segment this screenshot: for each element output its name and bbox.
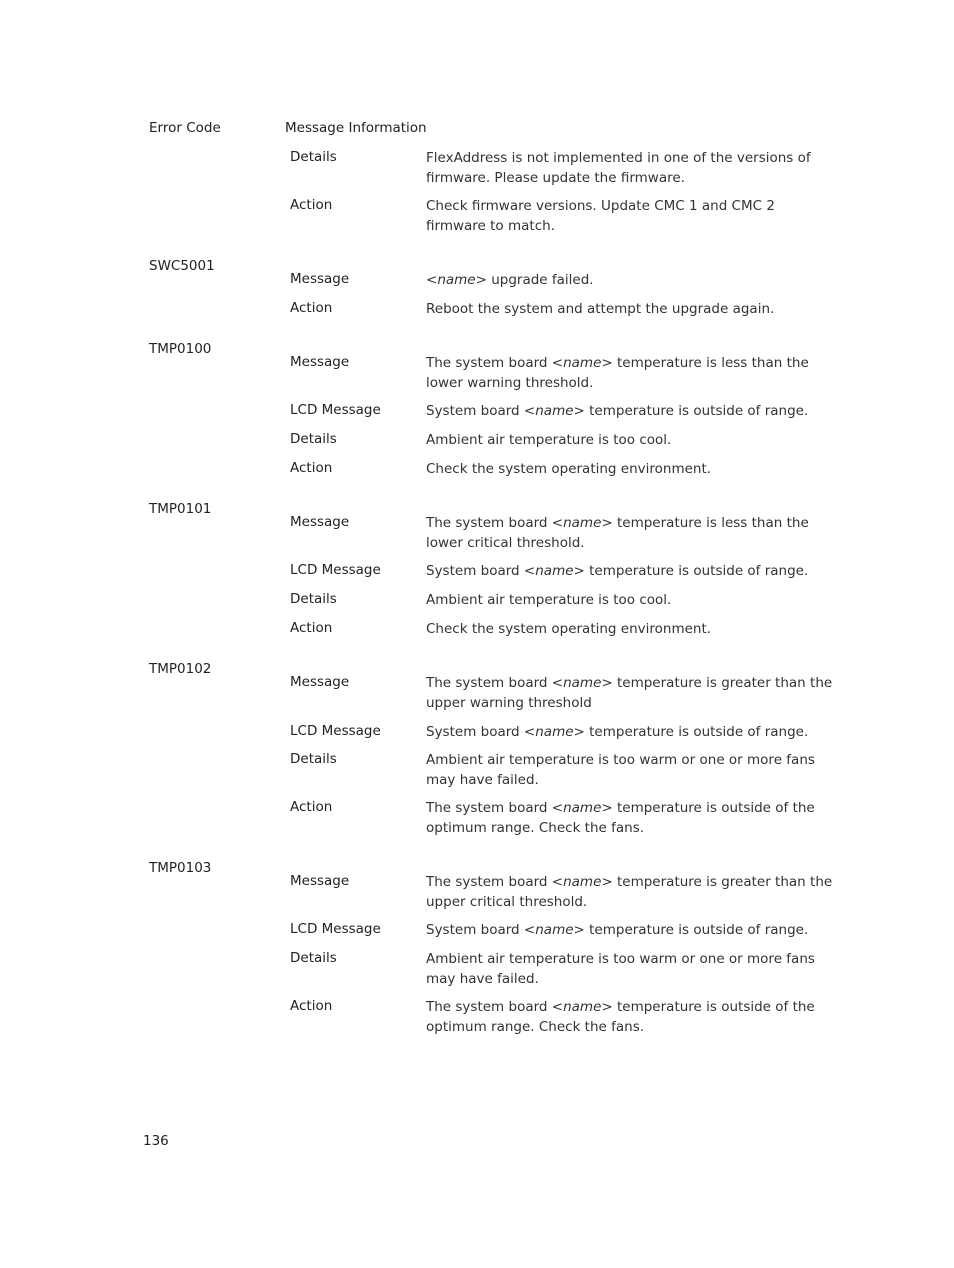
value-text: > temperature is outside of range. — [573, 724, 809, 740]
value-text: > temperature is greater than the upper critical threshold. — [426, 874, 833, 910]
value-text: > upgrade failed. — [475, 272, 594, 288]
info-label: Details — [290, 431, 337, 447]
value-text: > temperature is outside of range. — [573, 922, 809, 938]
value-text: System board < — [426, 563, 536, 579]
placeholder-text: name — [563, 999, 602, 1015]
column-header-error-code: Error Code — [149, 120, 221, 136]
value-text: > temperature is outside of the optimum range. Check the fans. — [426, 999, 815, 1035]
error-code: TMP0101 — [149, 501, 212, 517]
info-label: Action — [290, 460, 333, 476]
info-label: Details — [290, 751, 337, 767]
info-value — [426, 674, 836, 713]
placeholder-text: name — [563, 800, 602, 816]
placeholder-text: name — [437, 272, 476, 288]
table-header — [0, 120, 954, 140]
info-value — [426, 514, 836, 553]
info-label: LCD Message — [290, 562, 381, 578]
info-value — [426, 197, 836, 236]
value-text: System board < — [426, 403, 536, 419]
placeholder-text: name — [563, 355, 602, 371]
info-value — [426, 271, 836, 291]
info-value — [426, 723, 836, 743]
value-text: Ambient air temperature is too cool. — [426, 592, 672, 608]
value-text: Check the system operating environment. — [426, 621, 712, 637]
info-value — [426, 431, 836, 451]
info-value — [426, 620, 836, 640]
placeholder-text: name — [535, 724, 574, 740]
value-text: > temperature is outside of the optimum range. Check the fans. — [426, 800, 815, 836]
value-text: Ambient air temperature is too cool. — [426, 432, 672, 448]
placeholder-text: name — [563, 874, 602, 890]
placeholder-text: name — [535, 563, 574, 579]
error-code: TMP0100 — [149, 341, 212, 357]
info-value — [426, 354, 836, 393]
info-label: LCD Message — [290, 921, 381, 937]
value-text: Reboot the system and attempt the upgrade again. — [426, 301, 775, 317]
value-text: The system board < — [426, 515, 564, 531]
info-label: LCD Message — [290, 723, 381, 739]
value-text: > temperature is greater than the upper warning threshold — [426, 675, 833, 711]
info-value — [426, 591, 836, 611]
info-label: Details — [290, 591, 337, 607]
info-label: Action — [290, 300, 333, 316]
placeholder-text: name — [563, 515, 602, 531]
placeholder-text: name — [535, 403, 574, 419]
value-text: Ambient air temperature is too warm or one or more fans may have failed. — [426, 752, 815, 788]
value-text: < — [426, 272, 438, 288]
error-code: TMP0102 — [149, 661, 212, 677]
info-value — [426, 300, 836, 320]
info-label: Message — [290, 271, 350, 287]
value-text: Ambient air temperature is too warm or one or more fans may have failed. — [426, 951, 815, 987]
placeholder-text: name — [563, 675, 602, 691]
value-text: FlexAddress is not implemented in one of the versions of firmware. Please update the firmware. — [426, 150, 811, 186]
info-label: Details — [290, 950, 337, 966]
value-text: > temperature is less than the lower critical threshold. — [426, 515, 809, 551]
value-text: > temperature is outside of range. — [573, 563, 809, 579]
value-text: Check the system operating environment. — [426, 461, 712, 477]
info-label: LCD Message — [290, 402, 381, 418]
value-text: Check firmware versions. Update CMC 1 and CMC 2 firmware to match. — [426, 198, 775, 234]
info-value — [426, 998, 836, 1037]
info-label: Message — [290, 873, 350, 889]
page-number: 136 — [143, 1133, 169, 1149]
info-value — [426, 562, 836, 582]
placeholder-text: name — [535, 922, 574, 938]
value-text: > temperature is less than the lower warning threshold. — [426, 355, 809, 391]
info-value — [426, 751, 836, 790]
info-value — [426, 799, 836, 838]
column-header-message-information: Message Information — [285, 120, 427, 136]
value-text: The system board < — [426, 874, 564, 890]
info-label: Action — [290, 998, 333, 1014]
info-label: Message — [290, 354, 350, 370]
info-label: Message — [290, 674, 350, 690]
error-code: TMP0103 — [149, 860, 212, 876]
value-text: The system board < — [426, 675, 564, 691]
info-value — [426, 950, 836, 989]
info-value — [426, 873, 836, 912]
info-value — [426, 460, 836, 480]
info-label: Details — [290, 149, 337, 165]
info-label: Message — [290, 514, 350, 530]
info-value — [426, 921, 836, 941]
info-value — [426, 149, 836, 188]
error-code: SWC5001 — [149, 258, 215, 274]
value-text: The system board < — [426, 800, 564, 816]
info-value — [426, 402, 836, 422]
info-label: Action — [290, 197, 333, 213]
value-text: > temperature is outside of range. — [573, 403, 809, 419]
value-text: The system board < — [426, 999, 564, 1015]
info-label: Action — [290, 799, 333, 815]
value-text: The system board < — [426, 355, 564, 371]
info-label: Action — [290, 620, 333, 636]
value-text: System board < — [426, 724, 536, 740]
value-text: System board < — [426, 922, 536, 938]
